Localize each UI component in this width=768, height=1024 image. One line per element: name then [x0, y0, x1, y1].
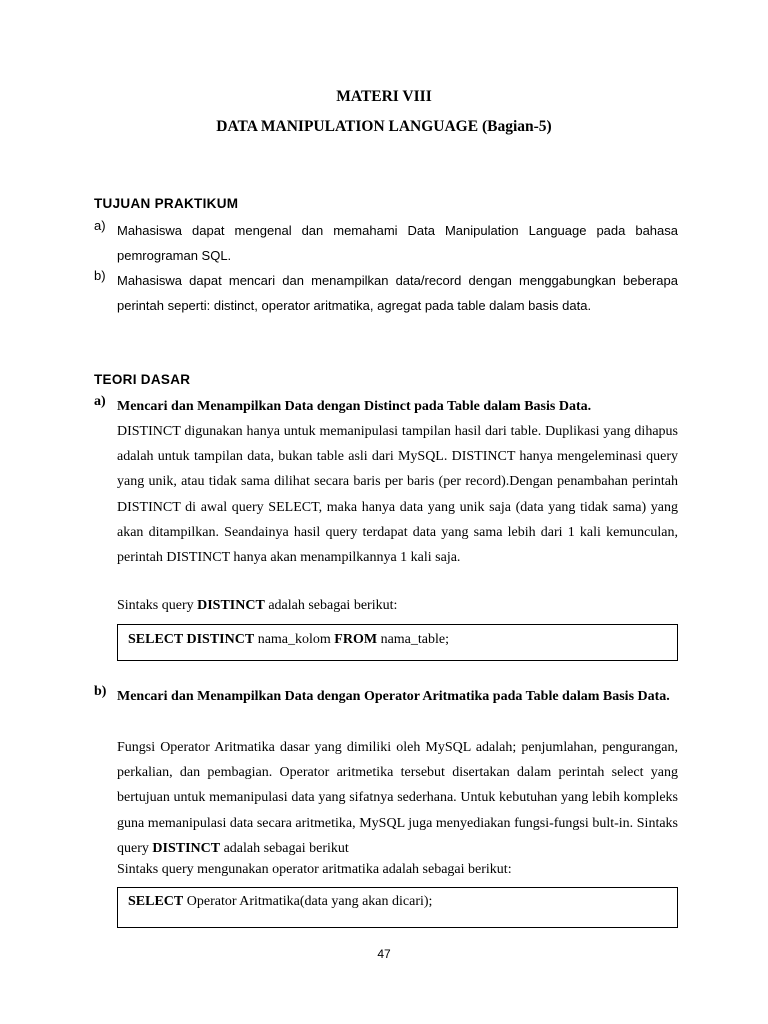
distinct-syntax-intro: Sintaks query DISTINCT adalah sebagai berikut: — [117, 598, 398, 613]
aritmatika-paragraph: Fungsi Operator Aritmatika dasar yang dimiliki oleh MySQL adalah; penjumlahan, pengurangan, perkalian, dan pembagian. Operator aritmetika tersebut disertakan dalam perintah select yang bertujuan untuk memanipulasi data yang sifatnya sederhana. Untuk kebutuhan yang lebih kompleks guna memanipulasi data secara aritmetika, MySQL juga menyediakan fungsi-fungsi bult-in. Sintaks query DISTINCT adalah sebagai berikut — [117, 740, 678, 856]
aritmatika-code-box: SELECT Operator Aritmatika(data yang akan dicari); — [117, 887, 678, 928]
section-heading-teori: TEORI DASAR — [94, 372, 191, 387]
list-marker: a) — [94, 218, 106, 233]
subsection-b-heading — [94, 684, 678, 709]
distinct-code-box: SELECT DISTINCT nama_kolom FROM nama_table; — [117, 624, 678, 661]
page-number: 47 — [377, 947, 391, 961]
subsection-marker: a) — [94, 394, 106, 409]
subsection-a-heading — [94, 394, 678, 419]
page-subtitle: DATA MANIPULATION LANGUAGE (Bagian-5) — [216, 118, 552, 135]
list-item — [94, 218, 678, 269]
list-item-text: Mahasiswa dapat mengenal dan memahami Data Manipulation Language pada bahasa pemrograman SQL. — [117, 223, 678, 264]
subsection-title: Mencari dan Menampilkan Data dengan Operator Aritmatika pada Table dalam Basis Data. — [117, 689, 670, 704]
distinct-paragraph: DISTINCT digunakan hanya untuk memanipulasi tampilan hasil dari table. Duplikasi yang dihapus adalah untuk tampilan data, bukan table asli dari MySQL. DISTINCT hanya mengeleminasi query yang unik, atau tidak sama dilihat secara baris per baris (per record).Dengan penambahan perintah DISTINCT di awal query SELECT, maka hanya data yang unik saja (data yang tidak sama) yang akan ditampilkan. Seandainya hasil query terdapat data yang sama lebih dari 1 kali kemunculan, perintah DISTINCT hanya akan menampilkannya 1 kali saja. — [117, 424, 678, 566]
subsection-marker: b) — [94, 684, 107, 699]
list-item-text: Mahasiswa dapat mencari dan menampilkan data/record dengan menggabungkan beberapa perintah seperti: distinct, operator aritmatika, agregat pada table dalam basis data. — [117, 273, 678, 314]
page-title: MATERI VIII — [336, 88, 432, 105]
subsection-title: Mencari dan Menampilkan Data dengan Distinct pada Table dalam Basis Data. — [117, 399, 592, 414]
list-item — [94, 268, 678, 319]
list-marker: b) — [94, 268, 106, 283]
section-heading-tujuan: TUJUAN PRAKTIKUM — [94, 196, 239, 211]
aritmatika-syntax-intro: Sintaks query mengunakan operator aritmatika adalah sebagai berikut: — [117, 862, 512, 877]
